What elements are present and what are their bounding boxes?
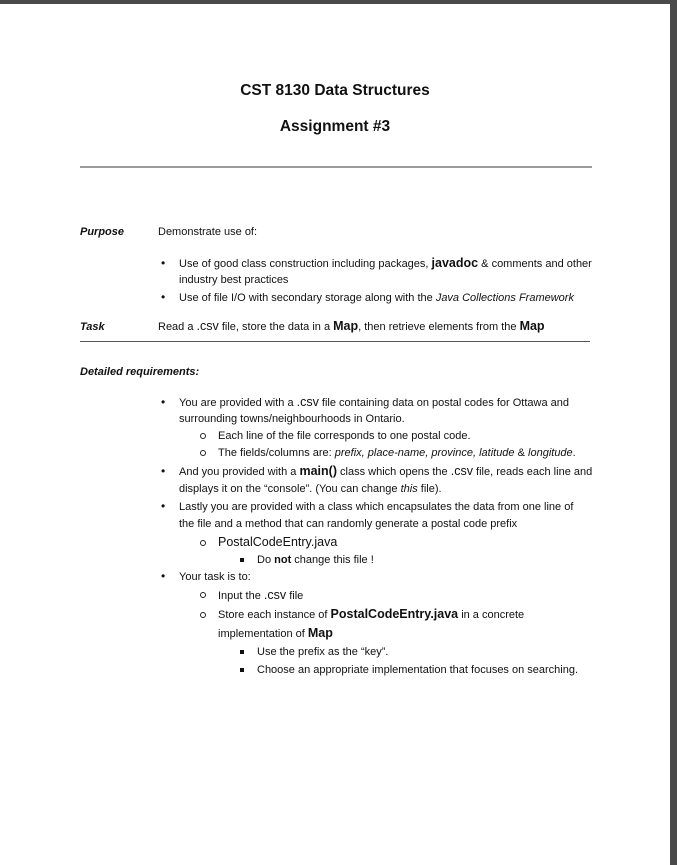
task-step-1: Input the .csv file [218,588,304,602]
req-line-1: You are provided with a .csv file containing data on postal codes for Ottawa and [179,395,569,409]
doc-title: CST 8130 Data Structures [240,82,430,99]
task-step-2-cont: implementation of Map [218,626,333,640]
circle-bullet [200,540,206,546]
req-line-4: displays it on the “console”. (You can change this file). [179,483,442,495]
circle-bullet [200,612,206,618]
purpose-intro: Demonstrate use of: [158,226,258,238]
bullet-dot: • [161,395,166,409]
bullet-dot: • [161,569,166,583]
circle-bullet [200,433,206,439]
map-detail-1: Use the prefix as the “key”. [257,646,389,658]
purpose-bullet-1: Use of good class construction including packages, javadoc & comments and other [179,256,592,270]
task-text: Read a .csv file, store the data in a Map, then retrieve elements from the Map [158,319,545,333]
bullet-dot: • [161,256,166,270]
purpose-label: Purpose [80,226,125,238]
task-label: Task [80,321,105,333]
square-bullet [240,558,244,562]
postal-code-entry-file: PostalCodeEntry.java [218,535,338,549]
task-divider [80,341,590,342]
req-sub-1: Each line of the file corresponds to one postal code. [218,430,471,442]
req-line-6: the file and a method that can randomly generate a postal code prefix [179,518,518,530]
purpose-bullet-2: Use of file I/O with secondary storage along with the Java Collections Framework [179,292,574,304]
bullet-dot: • [161,290,166,304]
map-detail-2: Choose an appropriate implementation that focuses on searching. [257,664,579,676]
req-line-5: Lastly you are provided with a class which encapsulates the data from one line of [179,501,574,513]
do-not-change: Do not change this file ! [257,554,374,566]
purpose-bullet-1-cont: industry best practices [179,274,289,286]
circle-bullet [200,450,206,456]
req-sub-2: The fields/columns are: prefix, place-name, province, latitude & longitude. [218,447,576,459]
header-divider [80,166,592,168]
square-bullet [240,650,244,654]
doc-subtitle: Assignment #3 [279,118,391,135]
bullet-dot: • [161,464,166,478]
task-step-2: Store each instance of PostalCodeEntry.java in a concrete [218,607,525,621]
viewer-scrollbar-track[interactable] [670,0,677,865]
circle-bullet [200,592,206,598]
req-line-3: And you provided with a main() class which opens the .csv file, reads each line and [179,464,593,478]
req-line-2: surrounding towns/neighbourhoods in Ontario. [179,413,405,425]
square-bullet [240,668,244,672]
your-task-heading: Your task is to: [179,571,251,583]
detailed-label: Detailed requirements: [80,366,200,378]
bullet-dot: • [161,499,166,513]
